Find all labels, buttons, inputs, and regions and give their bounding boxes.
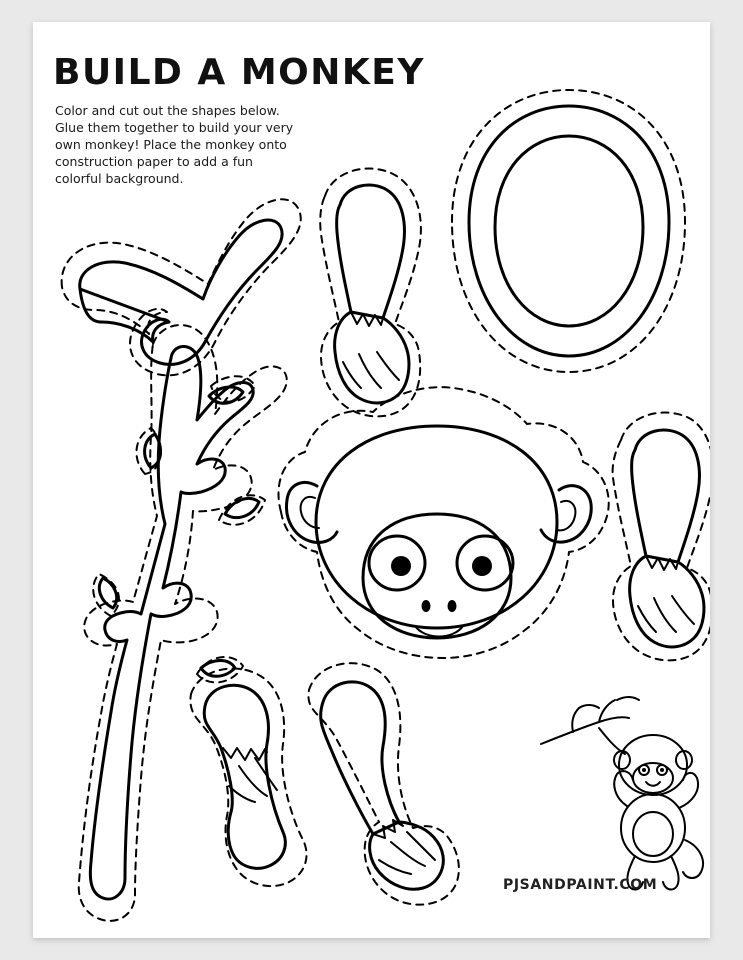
site-watermark: PJSANDPAINT.COM [503,877,658,893]
page-title: BUILD A MONKEY [53,52,425,93]
piece-leg-right [308,663,458,904]
instructions-line: colorful background. [55,171,184,186]
piece-monkey-logo [541,697,703,889]
instructions-line: Glue them together to build your very [55,120,294,135]
piece-body-oval [452,90,685,372]
piece-leg-left [190,668,306,886]
instructions-line: construction paper to add a fun [55,154,253,169]
piece-monkey-head [278,387,608,658]
piece-arm-left-upper [320,169,421,417]
piece-arm-right [613,413,710,661]
instructions-line: own monkey! Place the monkey onto [55,137,287,152]
cutout-shapes [33,22,710,938]
worksheet-page [33,22,710,938]
piece-tree-branch [79,325,287,921]
instructions-line: Color and cut out the shapes below. [55,103,280,118]
piece-tail [62,199,301,375]
